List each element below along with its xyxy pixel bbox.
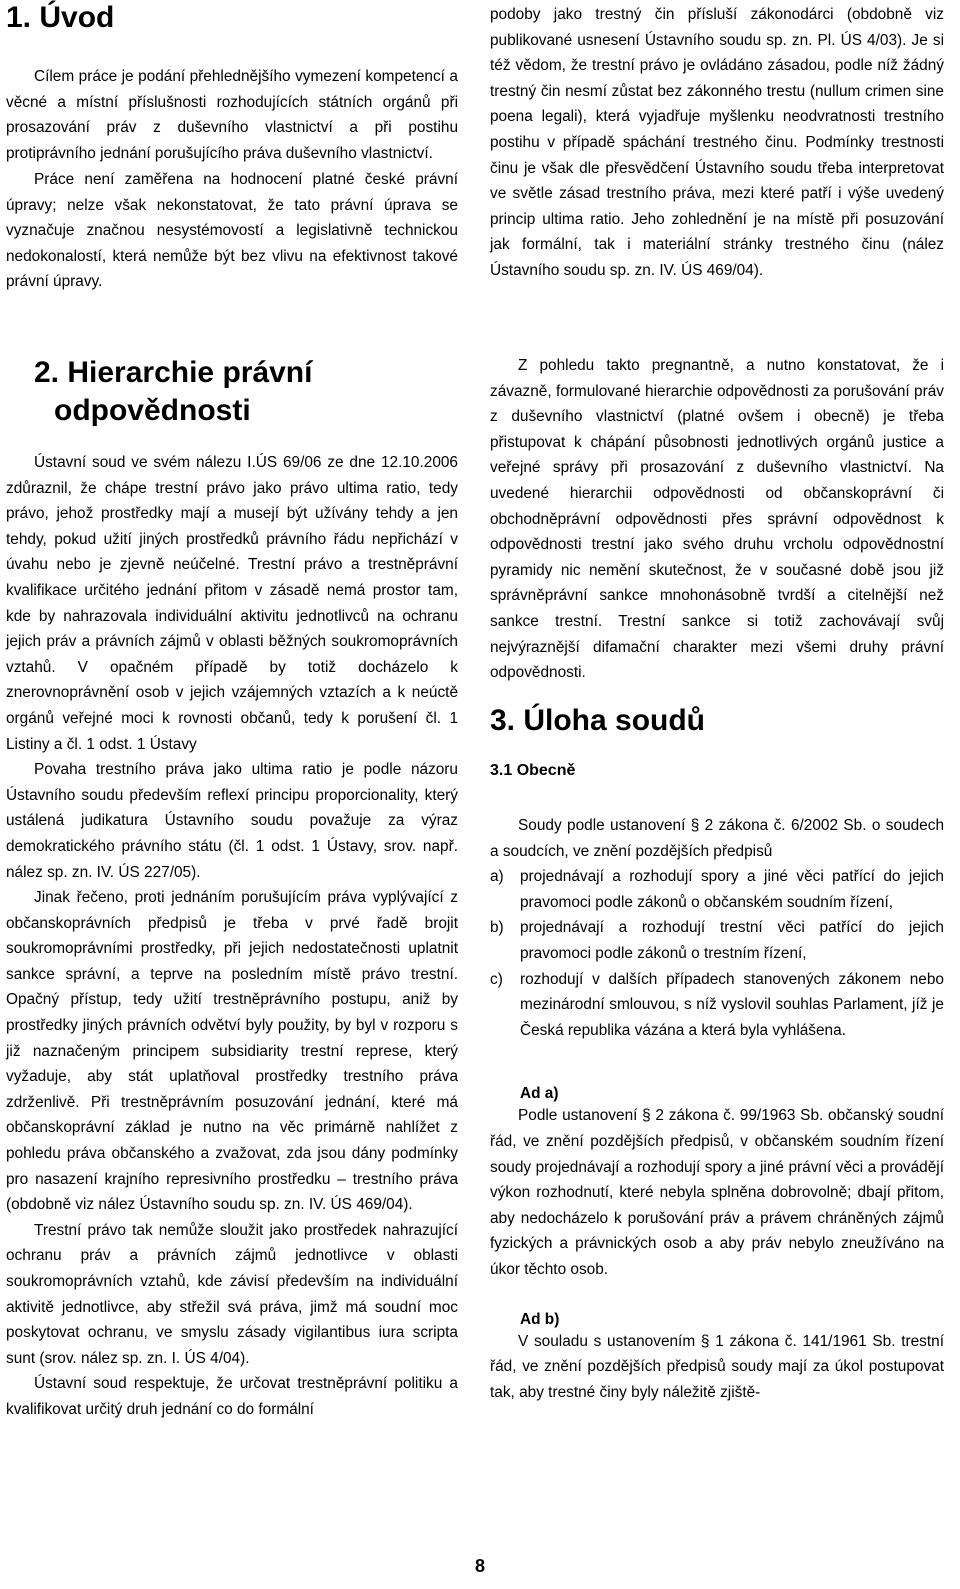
list-item-b	[490, 915, 944, 966]
list-item-b-label: b)	[490, 919, 504, 937]
section-2-paragraph-3: Jinak řečeno, proti jednáním porušujícím práva vyplývající z občanskoprávních předpisů je třeba v prvé řadě brojit soukromoprávními prostředky, při jejich nedostatečnosti uplatnit sankce správní, a teprve na posledním místě právo trestní. Opačný přístup, tedy užití trestněprávního postupu, aniž by prostředky jiných právních odvětví byly použity, by byl v rozporu s již naznačeným principem subsidiarity trestní represe, který vyžaduje, aby stát uplatňoval prostředky trestního práva zdrženlivě. Při trestněprávním posuzování jednání, které má občanskoprávní základ je nutno na věc primárně nahlížet z pohledu práva občanského a zvažovat, zda jsou dány podmínky pro nasazení krajního represivního prostředku – trestního práva (obdobně viz nález Ústavního soudu sp. zn. IV. ÚS 469/04).	[6, 889, 458, 1214]
section-1-heading: 1. Úvod	[6, 1, 115, 34]
section-2-paragraph-5-continued: podoby jako trestný čin přísluší zákonodárci (obdobně viz publikované usnesení Ústavního soudu sp. zn. Pl. ÚS 4/03). Je si též vědom, že trestní právo je ovládáno zásadou, podle níž žádný trestný čin nesmí zůstat bez zákonného trestu (nullum crimen sine poena legali), která vyjadřuje myšlenku neodvratnosti trestního postihu v případě spáchání trestného činu. Podmínky trestnosti činu je však dle přesvědčení Ústavního soudu třeba interpretovat ve světle zásad trestního práva, mezi které patří i výše uvedený princip ultima ratio. Jeho zohlednění je na místě při posuzování jak formální, tak i materiální stránky trestného činu (nález Ústavního soudu sp. zn. IV. ÚS 469/04).	[490, 6, 944, 279]
list-item-c-label: c)	[490, 970, 503, 988]
section-3-heading: 3. Úloha soudů	[490, 704, 706, 737]
section-1-paragraph-1: Cílem práce je podání přehlednějšího vymezení kompetencí a věcné a místní příslušnosti rozhodujících státních orgánů při prosazování práv z duševního vlastnictví a při postihu protiprávního jednání porušujícího práva duševního vlastnictví.	[6, 68, 458, 162]
section-2-paragraph-5: Ústavní soud respektuje, že určovat trestněprávní politiku a kvalifikovat určitý druh jednání co do formální	[6, 1375, 458, 1418]
list-item-c-text: rozhodují v dalších případech stanovených zákonem nebo mezinárodní smlouvou, s níž vyslovil souhlas Parlament, jíž je Česká republika vázána a která byla vyhlášena.	[520, 970, 944, 1039]
list-item-c	[490, 967, 944, 1044]
section-2-body-left	[6, 450, 458, 1423]
section-2-heading-line-1: 2. Hierarchie právní	[34, 356, 313, 389]
list-item-a	[490, 864, 944, 915]
ad-a-heading: Ad a)	[520, 1085, 559, 1103]
right-column	[490, 0, 944, 1540]
ad-b-heading: Ad b)	[520, 1310, 560, 1328]
section-1-paragraph-2: Práce není zaměřena na hodnocení platné české právní úpravy; nelze však nekonstatovat, že tato právní úprava se vyznačuje značnou nesystémovostí a legislativně technickou nedokonalostí, která nemůže být bez vlivu na efektivnost takové právní úpravy.	[6, 171, 458, 291]
section-3-1-body	[490, 813, 944, 1405]
ad-a-paragraph: Podle ustanovení § 2 zákona č. 99/1963 Sb. občanský soudní řád, ve znění pozdějších předpisů, v občanském soudním řízení soudy projednávají a rozhodují spory a jiné právní věci a provádějí výkon rozhodnutí, které nebyla splněna dobrovolně; dbají přitom, aby nedocházelo k porušování práv a právem chráněných zájmů fyzických a právnických osob a aby práv nebylo zneužíváno na úkor těchto osob.	[490, 1107, 944, 1278]
list-item-a-label: a)	[490, 868, 504, 886]
section-2-paragraph-1: Ústavní soud ve svém nálezu I.ÚS 69/06 ze dne 12.10.2006 zdůraznil, že chápe trestní právo jako právo ultima ratio, tedy právo, jehož prostředky mají a musejí být užívány tehdy a jen tehdy, pokud užití jiných prostředků právního řádu nepřichází v úvahu nebo je zjevně neúčelné. Trestní právo a trestněprávní kvalifikace určitého jednání přitom v zásadě nemá prostor tam, kde by nahrazovala individuální aktivitu jednotlivců na ochranu jejich práv a právních zájmů v oblasti běžných soukromoprávních vztahů. V opačném případě by totiž docházelo k znerovnoprávnění osob v jejich vzájemných vztazích a k neúctě orgánů veřejné moci k rovnosti občanů, tedy k porušení čl. 1 Listiny a čl. 1 odst. 1 Ústavy	[6, 454, 458, 753]
ad-b-paragraph: V souladu s ustanovením § 1 zákona č. 141/1961 Sb. trestní řád, ve znění pozdějších předpisů soudy mají za úkol postupovat tak, aby trestné činy byly náležitě zjiště-	[490, 1332, 944, 1401]
list-item-b-text: projednávají a rozhodují trestní věci patřící do jejich pravomoci podle zákonů o trestním řízení,	[520, 919, 944, 962]
section-2-paragraph-2: Povaha trestního práva jako ultima ratio je podle názoru Ústavního soudu především reflexí principu proporcionality, který ustálená judikatura Ústavního soudu považuje za výraz demokratického právního státu (čl. 1 odst. 1 Ústavy, srov. např. nález sp. zn. IV. ÚS 227/05).	[6, 761, 458, 881]
section-2-paragraph-6: Z pohledu takto pregnantně, a nutno konstatovat, že i závazně, formulované hierarchie odpovědnosti za porušování práv z duševního vlastnictví (platné ovšem i obecně) je třeba přistupovat k chápání působnosti jednotlivých orgánů justice a veřejné správy při prosazování z duševního vlastnictví. Na uvedené hierarchii odpovědnosti od občanskoprávní či obchodněprávní odpovědnosti přes správní odpovědnost k odpovědnosti trestní jako svého druhu vrcholu odpovědnostní pyramidy nic nemění skutečnost, že v současné době jsou již správněprávní sankce mnohonásobně tvrdší a citelnější než sankce trestní. Trestní sankce si totiž zachovávají svůj nejvýraznější difamační charakter mezi všemi druhy právní odpovědnosti.	[490, 357, 944, 682]
section-2-heading-line-2: odpovědnosti	[54, 394, 251, 427]
section-3-1-heading: 3.1 Obecně	[490, 762, 576, 779]
section-3-intro: Soudy podle ustanovení § 2 zákona č. 6/2002 Sb. o soudech a soudcích, ve znění pozdějších předpisů	[490, 817, 944, 860]
page-number: 8	[474, 1556, 485, 1576]
section-2-paragraph-4: Trestní právo tak nemůže sloužit jako prostředek nahrazující ochranu práv a právních zájmů jednotlivce v oblasti soukromoprávních vztahů, kde závisí především na individuální aktivitě jednotlivce, aby střežil svá práva, jimž má soudní moc poskytovat ochranu, ve smyslu zásady vigilantibus iura scripta sunt (srov. nález sp. zn. I. ÚS 4/04).	[6, 1221, 458, 1367]
section-2-heading	[34, 354, 312, 430]
list-item-a-text: projednávají a rozhodují spory a jiné věci patřící do jejich pravomoci podle zákonů o občanském soudním řízení,	[520, 868, 944, 911]
